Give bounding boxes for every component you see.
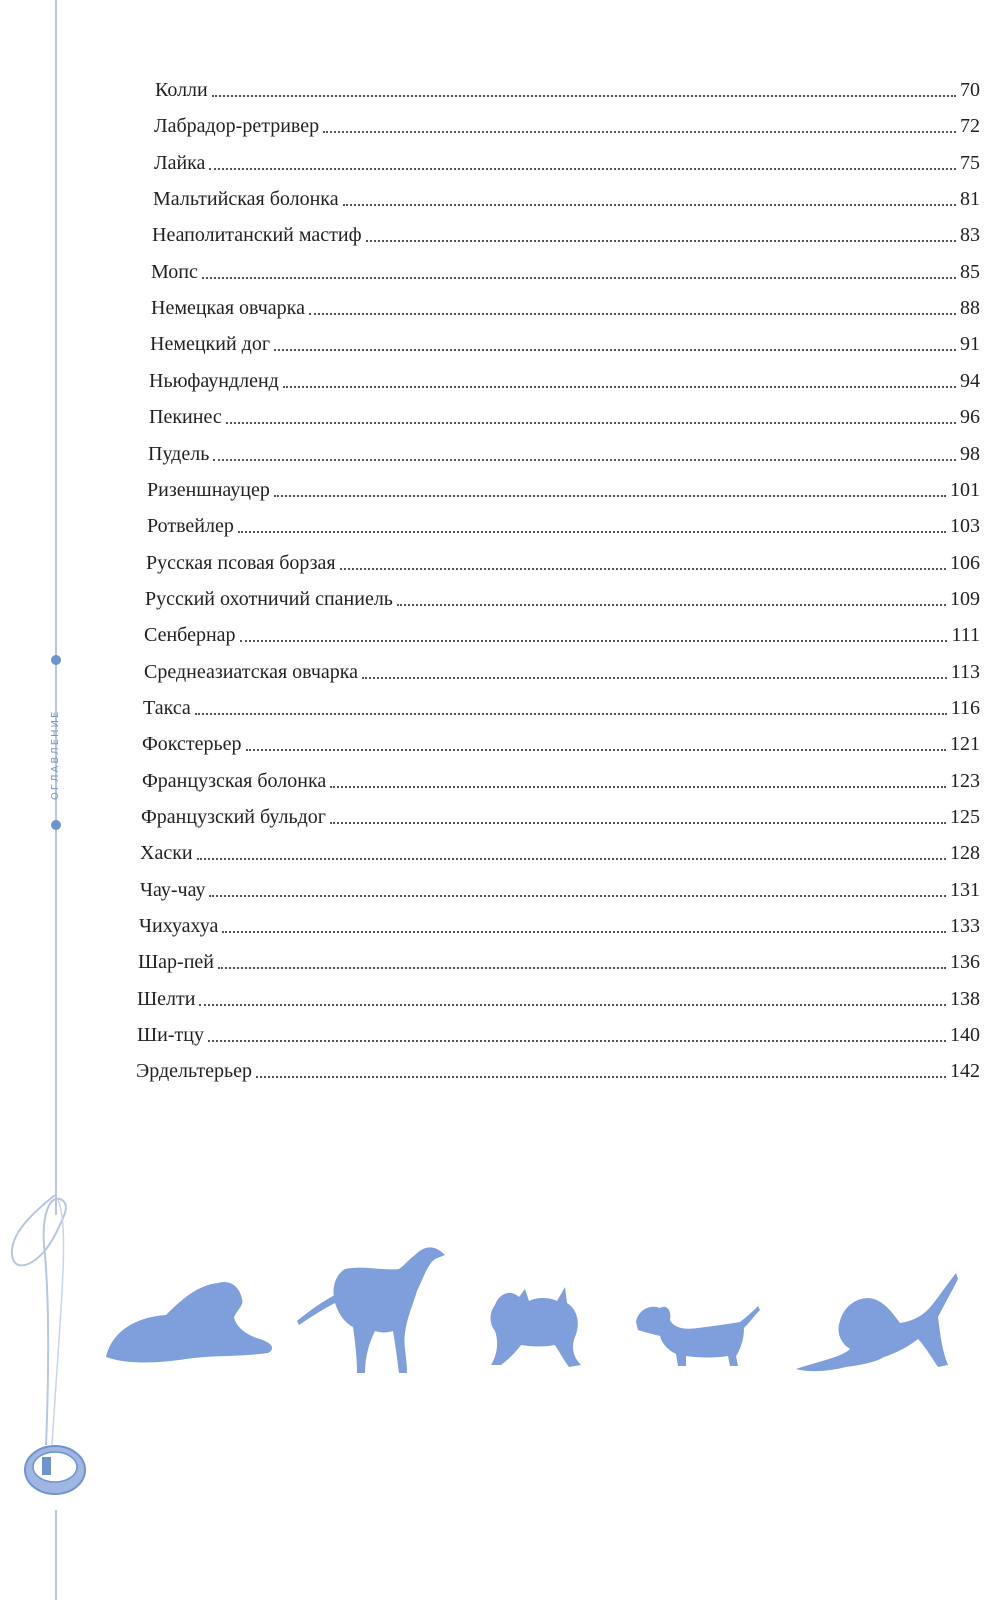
toc-leader bbox=[309, 313, 956, 315]
toc-leader bbox=[208, 1040, 946, 1042]
toc-title: Эрдельтерьер bbox=[136, 1060, 252, 1082]
toc-title: Мопс bbox=[151, 261, 198, 283]
toc-title: Немецкий дог bbox=[150, 333, 271, 355]
toc-leader bbox=[274, 495, 946, 497]
toc-title: Немецкая овчарка bbox=[151, 297, 305, 319]
toc-row bbox=[139, 908, 980, 938]
toc-title: Неаполитанский мастиф bbox=[152, 224, 362, 246]
toc-title: Французский бульдог bbox=[141, 806, 326, 828]
toc-title: Русская псовая борзая bbox=[146, 552, 336, 574]
toc-row bbox=[137, 981, 980, 1011]
toc-page-number: 111 bbox=[951, 624, 980, 646]
toc-title: Ньюфаундленд bbox=[149, 370, 279, 392]
toc-page-number: 85 bbox=[960, 261, 980, 283]
toc-row bbox=[143, 690, 980, 720]
toc-row bbox=[149, 363, 980, 393]
toc-leader bbox=[362, 677, 947, 679]
toc-leader bbox=[330, 822, 946, 824]
toc-page-number: 83 bbox=[960, 224, 980, 246]
toc-title: Шар-пей bbox=[138, 951, 214, 973]
toc-row bbox=[144, 654, 980, 684]
toc-page-number: 96 bbox=[960, 406, 980, 428]
toc-page-number: 91 bbox=[960, 333, 980, 355]
toc-title: Фокстерьер bbox=[142, 733, 242, 755]
toc-leader bbox=[340, 568, 946, 570]
toc-leader bbox=[202, 277, 956, 279]
toc-row bbox=[147, 472, 980, 502]
greyhound-icon bbox=[295, 1225, 455, 1385]
toc-title: Колли bbox=[155, 79, 208, 101]
toc-page-number: 136 bbox=[950, 951, 980, 973]
toc-title: Шелти bbox=[137, 988, 196, 1010]
toc-row bbox=[146, 545, 980, 575]
lying-dog-icon bbox=[100, 1265, 280, 1375]
toc-leader bbox=[199, 1004, 946, 1006]
toc-title: Французская болонка bbox=[142, 770, 327, 792]
toc-page-number: 121 bbox=[950, 733, 980, 755]
toc-row bbox=[154, 108, 980, 138]
toc-leader bbox=[213, 459, 956, 461]
dachshund-icon bbox=[632, 1300, 762, 1370]
toc-title: Ризеншнауцер bbox=[147, 479, 270, 501]
toc-page-number: 142 bbox=[950, 1060, 980, 1082]
toc-leader bbox=[343, 204, 956, 206]
toc-page-number: 106 bbox=[950, 552, 980, 574]
toc-row bbox=[137, 1017, 980, 1047]
toc-title: Чау-чау bbox=[140, 879, 206, 901]
toc-leader bbox=[212, 95, 956, 97]
toc-leader bbox=[330, 786, 946, 788]
toc-row bbox=[142, 763, 980, 793]
toc-page-number: 70 bbox=[960, 79, 980, 101]
toc-page-number: 103 bbox=[950, 515, 980, 537]
toc-row bbox=[151, 290, 980, 320]
toc-title: Лабрадор-ретривер bbox=[154, 115, 320, 137]
toc-title: Чихуахуа bbox=[139, 915, 219, 937]
toc-page-number: 138 bbox=[950, 988, 980, 1010]
toc-row bbox=[138, 944, 980, 974]
toc-title: Ши-тцу bbox=[137, 1024, 204, 1046]
toc-row bbox=[147, 508, 980, 538]
toc-row bbox=[153, 181, 980, 211]
toc-page-number: 125 bbox=[950, 806, 980, 828]
toc-row bbox=[152, 217, 980, 247]
toc-leader bbox=[218, 967, 946, 969]
toc-leader bbox=[323, 131, 956, 133]
toc-row bbox=[140, 835, 980, 865]
toc-leader bbox=[226, 422, 956, 424]
toc-row bbox=[149, 399, 980, 429]
toc-row bbox=[145, 581, 980, 611]
toc-row bbox=[144, 617, 980, 647]
toc-page-number: 81 bbox=[960, 188, 980, 210]
leash-collar-icon bbox=[0, 1195, 110, 1535]
toc-leader bbox=[274, 349, 956, 351]
toc-leader bbox=[197, 858, 946, 860]
toc-page-number: 140 bbox=[950, 1024, 980, 1046]
toc-row bbox=[148, 436, 980, 466]
toc-leader bbox=[238, 531, 946, 533]
toc-row bbox=[155, 72, 980, 102]
toc-title: Пекинес bbox=[149, 406, 222, 428]
toc-row bbox=[140, 872, 980, 902]
toc-row bbox=[150, 326, 980, 356]
toc-page-number: 72 bbox=[960, 115, 980, 137]
toc-title: Такса bbox=[143, 697, 191, 719]
toc-page-number: 75 bbox=[960, 152, 980, 174]
toc-page-number: 101 bbox=[950, 479, 980, 501]
toc-page-number: 113 bbox=[950, 661, 980, 683]
toc-title: Ротвейлер bbox=[147, 515, 234, 537]
toc-leader bbox=[240, 640, 948, 642]
toc-title: Сенбернар bbox=[144, 624, 236, 646]
toc-title: Лайка bbox=[154, 152, 206, 174]
toc-title: Среднеазиатская овчарка bbox=[144, 661, 359, 683]
toc-leader bbox=[222, 931, 946, 933]
toc-row bbox=[141, 799, 980, 829]
toc-title: Пудель bbox=[148, 443, 210, 465]
toc-leader bbox=[366, 240, 956, 242]
toc-page-number: 123 bbox=[950, 770, 980, 792]
toc-leader bbox=[195, 713, 947, 715]
toc-page-number: 94 bbox=[960, 370, 980, 392]
toc-title: Хаски bbox=[140, 842, 193, 864]
toc-row bbox=[151, 254, 980, 284]
toc-row bbox=[142, 726, 980, 756]
toc-leader bbox=[256, 1076, 946, 1078]
toc-page-number: 88 bbox=[960, 297, 980, 319]
toc-page-number: 116 bbox=[950, 697, 980, 719]
toc-leader bbox=[397, 604, 946, 606]
section-label: ОГЛАВЛЕНИЕ bbox=[50, 709, 61, 801]
toc-leader bbox=[209, 168, 956, 170]
toc-page-number: 128 bbox=[950, 842, 980, 864]
toc-page-number: 98 bbox=[960, 443, 980, 465]
toc-page-number: 133 bbox=[950, 915, 980, 937]
toc-page-number: 109 bbox=[950, 588, 980, 610]
fluffy-dog-icon bbox=[485, 1285, 585, 1370]
toc-title: Русский охотничий спаниель bbox=[145, 588, 393, 610]
toc-leader bbox=[209, 895, 946, 897]
toc-title: Мальтийская болонка bbox=[153, 188, 339, 210]
toc-page-number: 131 bbox=[950, 879, 980, 901]
toc-row bbox=[154, 145, 980, 175]
playing-dog-icon bbox=[790, 1265, 960, 1375]
toc-leader bbox=[283, 386, 956, 388]
toc-row bbox=[136, 1053, 980, 1083]
toc-leader bbox=[246, 749, 946, 751]
